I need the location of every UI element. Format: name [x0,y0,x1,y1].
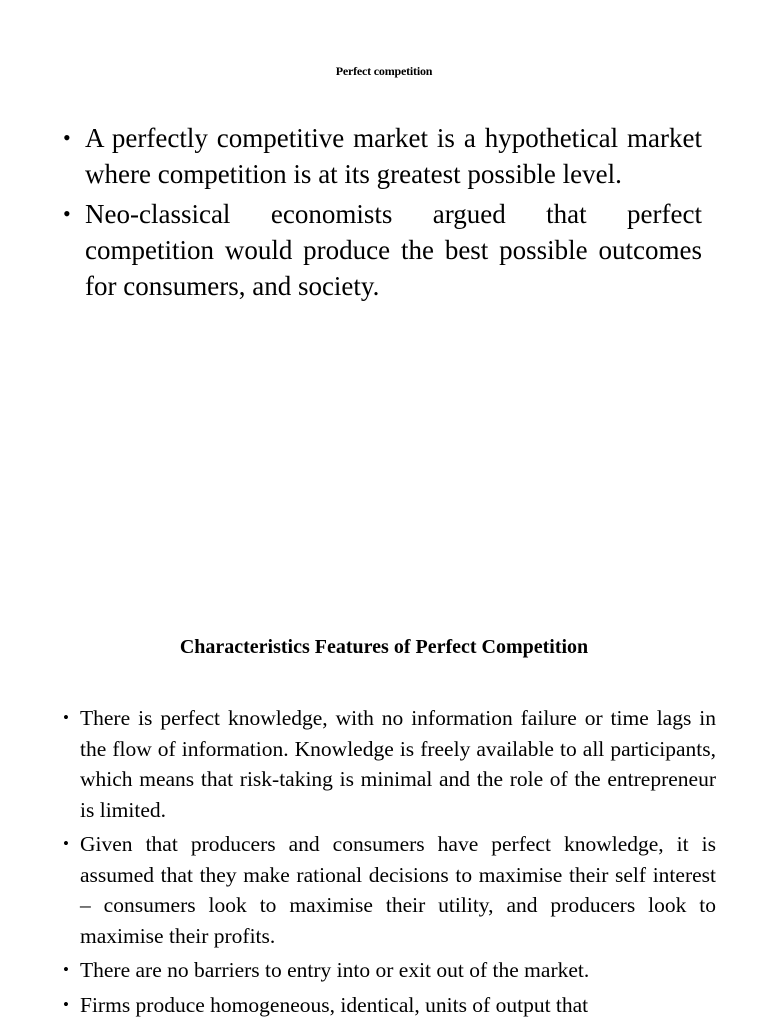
bullet-text: A perfectly competitive market is a hypothetical market where competition is at its greatest possible level. [85,123,702,189]
bullet-icon: • [63,708,69,727]
bullet-icon: • [63,834,69,853]
bullet-icon: • [63,960,69,979]
bullet-list [62,120,702,308]
section-title: Characteristics Features of Perfect Competition [179,636,589,658]
bullet-item [62,990,716,1021]
slide-title: Perfect competition [335,64,433,78]
bullet-text: There is perfect knowledge, with no information failure or time lags in the flow of information. Knowledge is freely available to all participants, which means that risk-taking is minimal and the role of the entrepreneur is limited. [80,706,716,822]
bullet-item [62,955,716,986]
bullet-icon: • [63,994,69,1014]
bullet-text: Firms produce homogeneous, identical, units of output that [80,992,589,1017]
bullet-item [62,703,716,825]
bullet-icon: • [63,125,71,150]
bullet-text: Given that producers and consumers have perfect knowledge, it is assumed that they make rational decisions to maximise their self interest – consumers look to maximise their utility, and producers look to maximise their profits. [80,832,716,948]
bullet-item [62,829,716,951]
bullet-text: There are no barriers to entry into or exit out of the market. [80,958,590,982]
bullet-item [62,196,702,304]
bullet-text: Neo-classical economists argued that perfect competition would produce the best possible outcomes for consumers, and society. [85,199,702,301]
bullet-icon: • [63,201,71,226]
slide-characteristics [0,600,768,1024]
bullet-list [62,703,716,1024]
bullet-item [62,120,702,192]
